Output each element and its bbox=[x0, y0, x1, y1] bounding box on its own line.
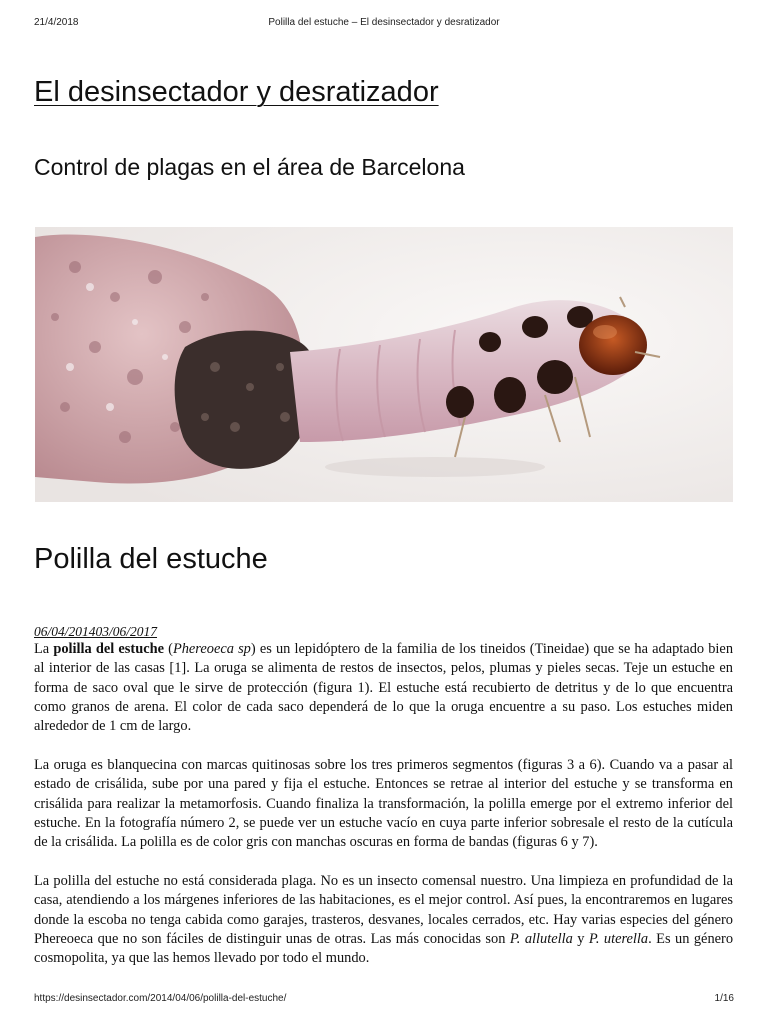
site-title-link[interactable]: El desinsectador y desratizador bbox=[34, 76, 439, 108]
p1-text-c: ( bbox=[163, 641, 173, 657]
p3-species-uterella: P. uterella bbox=[588, 930, 649, 947]
site-tagline: Control de plagas en el área de Barcelona bbox=[34, 154, 465, 180]
paragraph-2: La oruga es blanquecina con marcas quitinosas sobre los tres primeros segmentos (figuras 3 a 6). Cuando va a pasar al estado de crisálida, sube por una pared y fija el estuche. Entonces se retrae al interior del estuche y se transforma en crisálida para realizar la metamorfosis. Cuando finaliza la transformación, la polilla emerge por el extremo inferior del estuche. En la fotografía número 2, se puede ver un estuche vacío en cuya parte inferior sobresale el resto de la cutícula de la crisálida. La polilla es de color gris con manchas oscuras en forma de bandas (figuras 6 y 7). bbox=[34, 756, 733, 851]
print-footer bbox=[34, 993, 734, 1007]
paragraph-3 bbox=[34, 872, 733, 968]
p3-species-allutella: P. allutella bbox=[509, 930, 573, 947]
post-title: Polilla del estuche bbox=[34, 543, 268, 575]
p1-bold-name: polilla del estuche bbox=[53, 641, 164, 657]
p1-text-a: La bbox=[34, 641, 54, 657]
p3-text-e: . Es un género cosmopolita, ya que las hemos llevado por todo el mundo. bbox=[34, 930, 734, 967]
caterpillar-photo bbox=[35, 227, 733, 502]
p3-text-a: La polilla del estuche no está considerada plaga. No es un insecto comensal nuestro. Una limpieza en profundidad de la casa, atendiendo a los márgenes inferiores de las habitaciones, es el mejor control. Así pues, la encontraremos en lugares donde la escoba no tenga cabida como garajes, trasteros, desvanes, locales cerrados, etc. Hay varias especies del género Phereoeca que no son fáciles de distinguir unas de otras. Las más conocidas son bbox=[34, 872, 733, 947]
p1-text-e: ) es un lepidóptero de la familia de los tineidos (Tineidae) que se ha adaptado bien al interior de las casas [1]. La oruga se alimenta de restos de insectos, pelos, plumas y pieles secas. Teje un estuche en forma de saco oval que le sirve de protección (figura 1). El estuche está recubierto de detritus y de lo que encuentra como granos de arena. El color de cada saco dependerá de lo que la oruga encuentre a su paso. Los estuches miden alrededor de 1 cm de largo. bbox=[34, 641, 734, 735]
post-body bbox=[34, 640, 733, 988]
post-date-link[interactable]: 06/04/201403/06/2017 bbox=[34, 624, 158, 639]
print-page-title: Polilla del estuche – El desinsectador y desratizador bbox=[268, 17, 500, 28]
p3-text-c: y bbox=[572, 930, 589, 947]
print-date: 21/4/2018 bbox=[34, 17, 79, 28]
print-url: https://desinsectador.com/2014/04/06/polilla-del-estuche/ bbox=[34, 993, 287, 1004]
print-header bbox=[34, 17, 734, 31]
print-page-number: 1/16 bbox=[714, 993, 734, 1004]
p1-species-name: Phereoeca sp bbox=[172, 641, 251, 657]
paragraph-1 bbox=[34, 640, 733, 736]
hero-image bbox=[35, 227, 733, 502]
